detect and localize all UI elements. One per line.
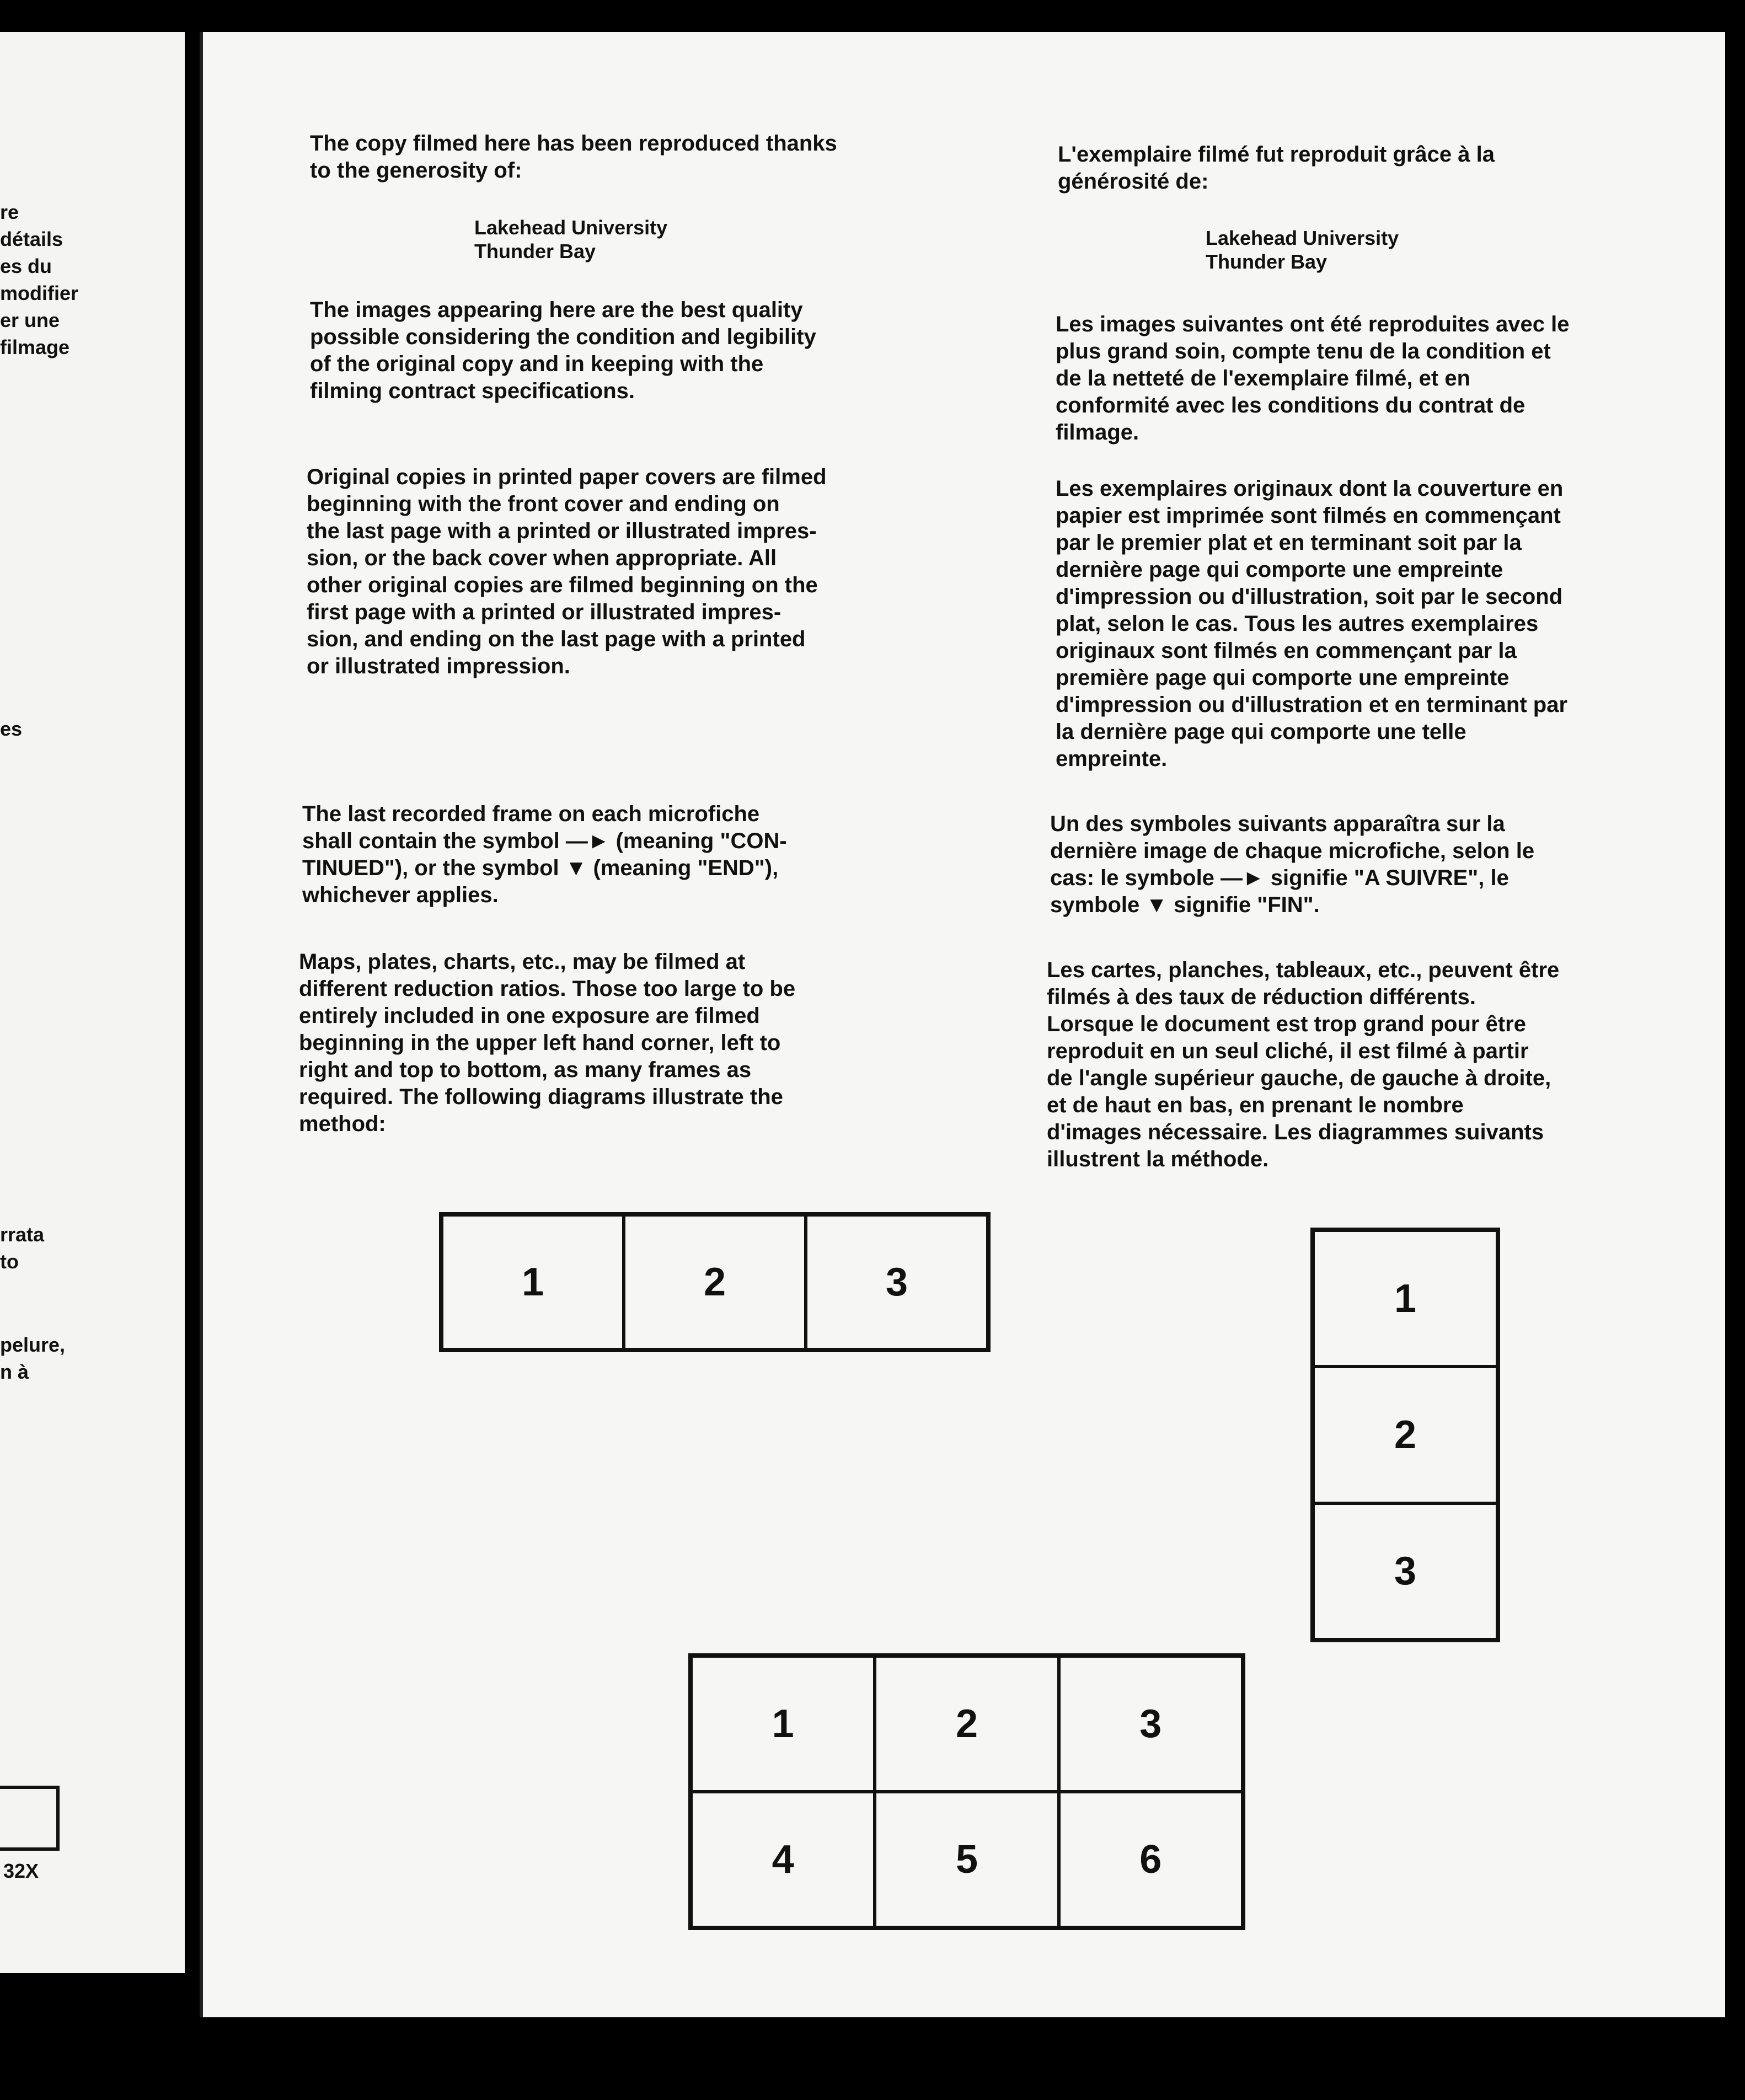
french-institution: Lakehead University Thunder Bay: [1206, 227, 1399, 273]
reduction-scale-label: 32X: [3, 1860, 39, 1882]
left-fragment-pelure: pelure, n à: [0, 1333, 66, 1383]
english-quality-statement: The images appearing here are the best quality possible considering the condition and legibility of the original copy and in keeping with the filming contract specifications.: [310, 298, 816, 403]
french-thanks: L'exemplaire filmé fut reproduit grâce à la générosité de:: [1058, 142, 1495, 194]
diagram-vertical-frames: [1310, 1228, 1500, 1642]
frame-cell: 3: [806, 1215, 988, 1349]
left-fragment-text-top: re détails es du modifier er une filmage: [0, 201, 79, 358]
frame-cell: 1: [691, 1656, 875, 1792]
frame-cell: 2: [624, 1215, 806, 1349]
left-fragment-text-mid: es: [0, 717, 23, 740]
frame-cell: 1: [1313, 1230, 1497, 1367]
left-fragment-errata: rrata to: [0, 1223, 45, 1273]
english-symbols-statement: The last recorded frame on each microfiche shall contain the symbol —► (meaning "CON- TINUED"), or the symbol ▼ (meaning "END"), whichever applies.: [302, 802, 787, 907]
frame-cell: 3: [1059, 1656, 1243, 1792]
french-symbols-statement: Un des symboles suivants apparaîtra sur la dernière image de chaque microfiche, selon le cas: le symbole —► signifie "A SUIVRE", le symbole ▼ signifie "FIN".: [1050, 812, 1535, 917]
french-maps-statement: Les cartes, planches, tableaux, etc., peuvent être filmés à des taux de réduction différents. Lorsque le document est trop grand pour être reproduit en un seul cliché, il est filmé à partir de l'angle supérieur gauche, de gauche à droite, et de haut en bas, en prenant le nombre d'images nécessaire. Les diagrammes suivants illustrent la méthode.: [1047, 958, 1560, 1171]
frame-cell: 3: [1313, 1503, 1497, 1640]
diagram-grid-frames: [688, 1653, 1245, 1930]
english-institution: Lakehead University Thunder Bay: [474, 216, 668, 262]
french-quality-statement: Les images suivantes ont été reproduites avec le plus grand soin, compte tenu de la condition et de la netteté de l'exemplaire filmé, et en conformité avec les conditions du contrat de filmage.: [1056, 312, 1570, 444]
frame-cell: 4: [691, 1792, 875, 1927]
diagram-horizontal-frames: [439, 1212, 991, 1352]
english-covers-statement: Original copies in printed paper covers are filmed beginning with the front cover and ending on the last page with a printed or illustrated impres- sion, or the back cover when appropriate. All other original copies are filmed beginning on the first page with a printed or illustrated impres- sion, and ending on the last page with a printed or illustrated impression.: [307, 465, 827, 678]
french-covers-statement: Les exemplaires originaux dont la couverture en papier est imprimée sont filmés en commençant par le premier plat et en terminant soit par la dernière page qui comporte une empreinte d'impression ou d'illustration, soit par le second plat, selon le cas. Tous les autres exemplaires originaux sont filmés en commençant par la première page qui comporte une empreinte d'impression ou d'illustration et en terminant par la dernière page qui comporte une telle empreinte.: [1056, 476, 1568, 771]
english-thanks: The copy filmed here has been reproduced thanks to the generosity of:: [310, 131, 837, 183]
frame-cell: 6: [1059, 1792, 1243, 1927]
english-maps-statement: Maps, plates, charts, etc., may be filmed at different reduction ratios. Those too large to be entirely included in one exposure are filmed beginning in the upper left hand corner, left to right and top to bottom, as many frames as required. The following diagrams illustrate the method:: [299, 950, 796, 1136]
frame-cell: 1: [442, 1215, 624, 1349]
frame-cell: 2: [875, 1656, 1058, 1792]
frame-cell: 5: [875, 1792, 1058, 1927]
reduction-scale-box: [0, 1786, 60, 1851]
frame-cell: 2: [1313, 1367, 1497, 1503]
